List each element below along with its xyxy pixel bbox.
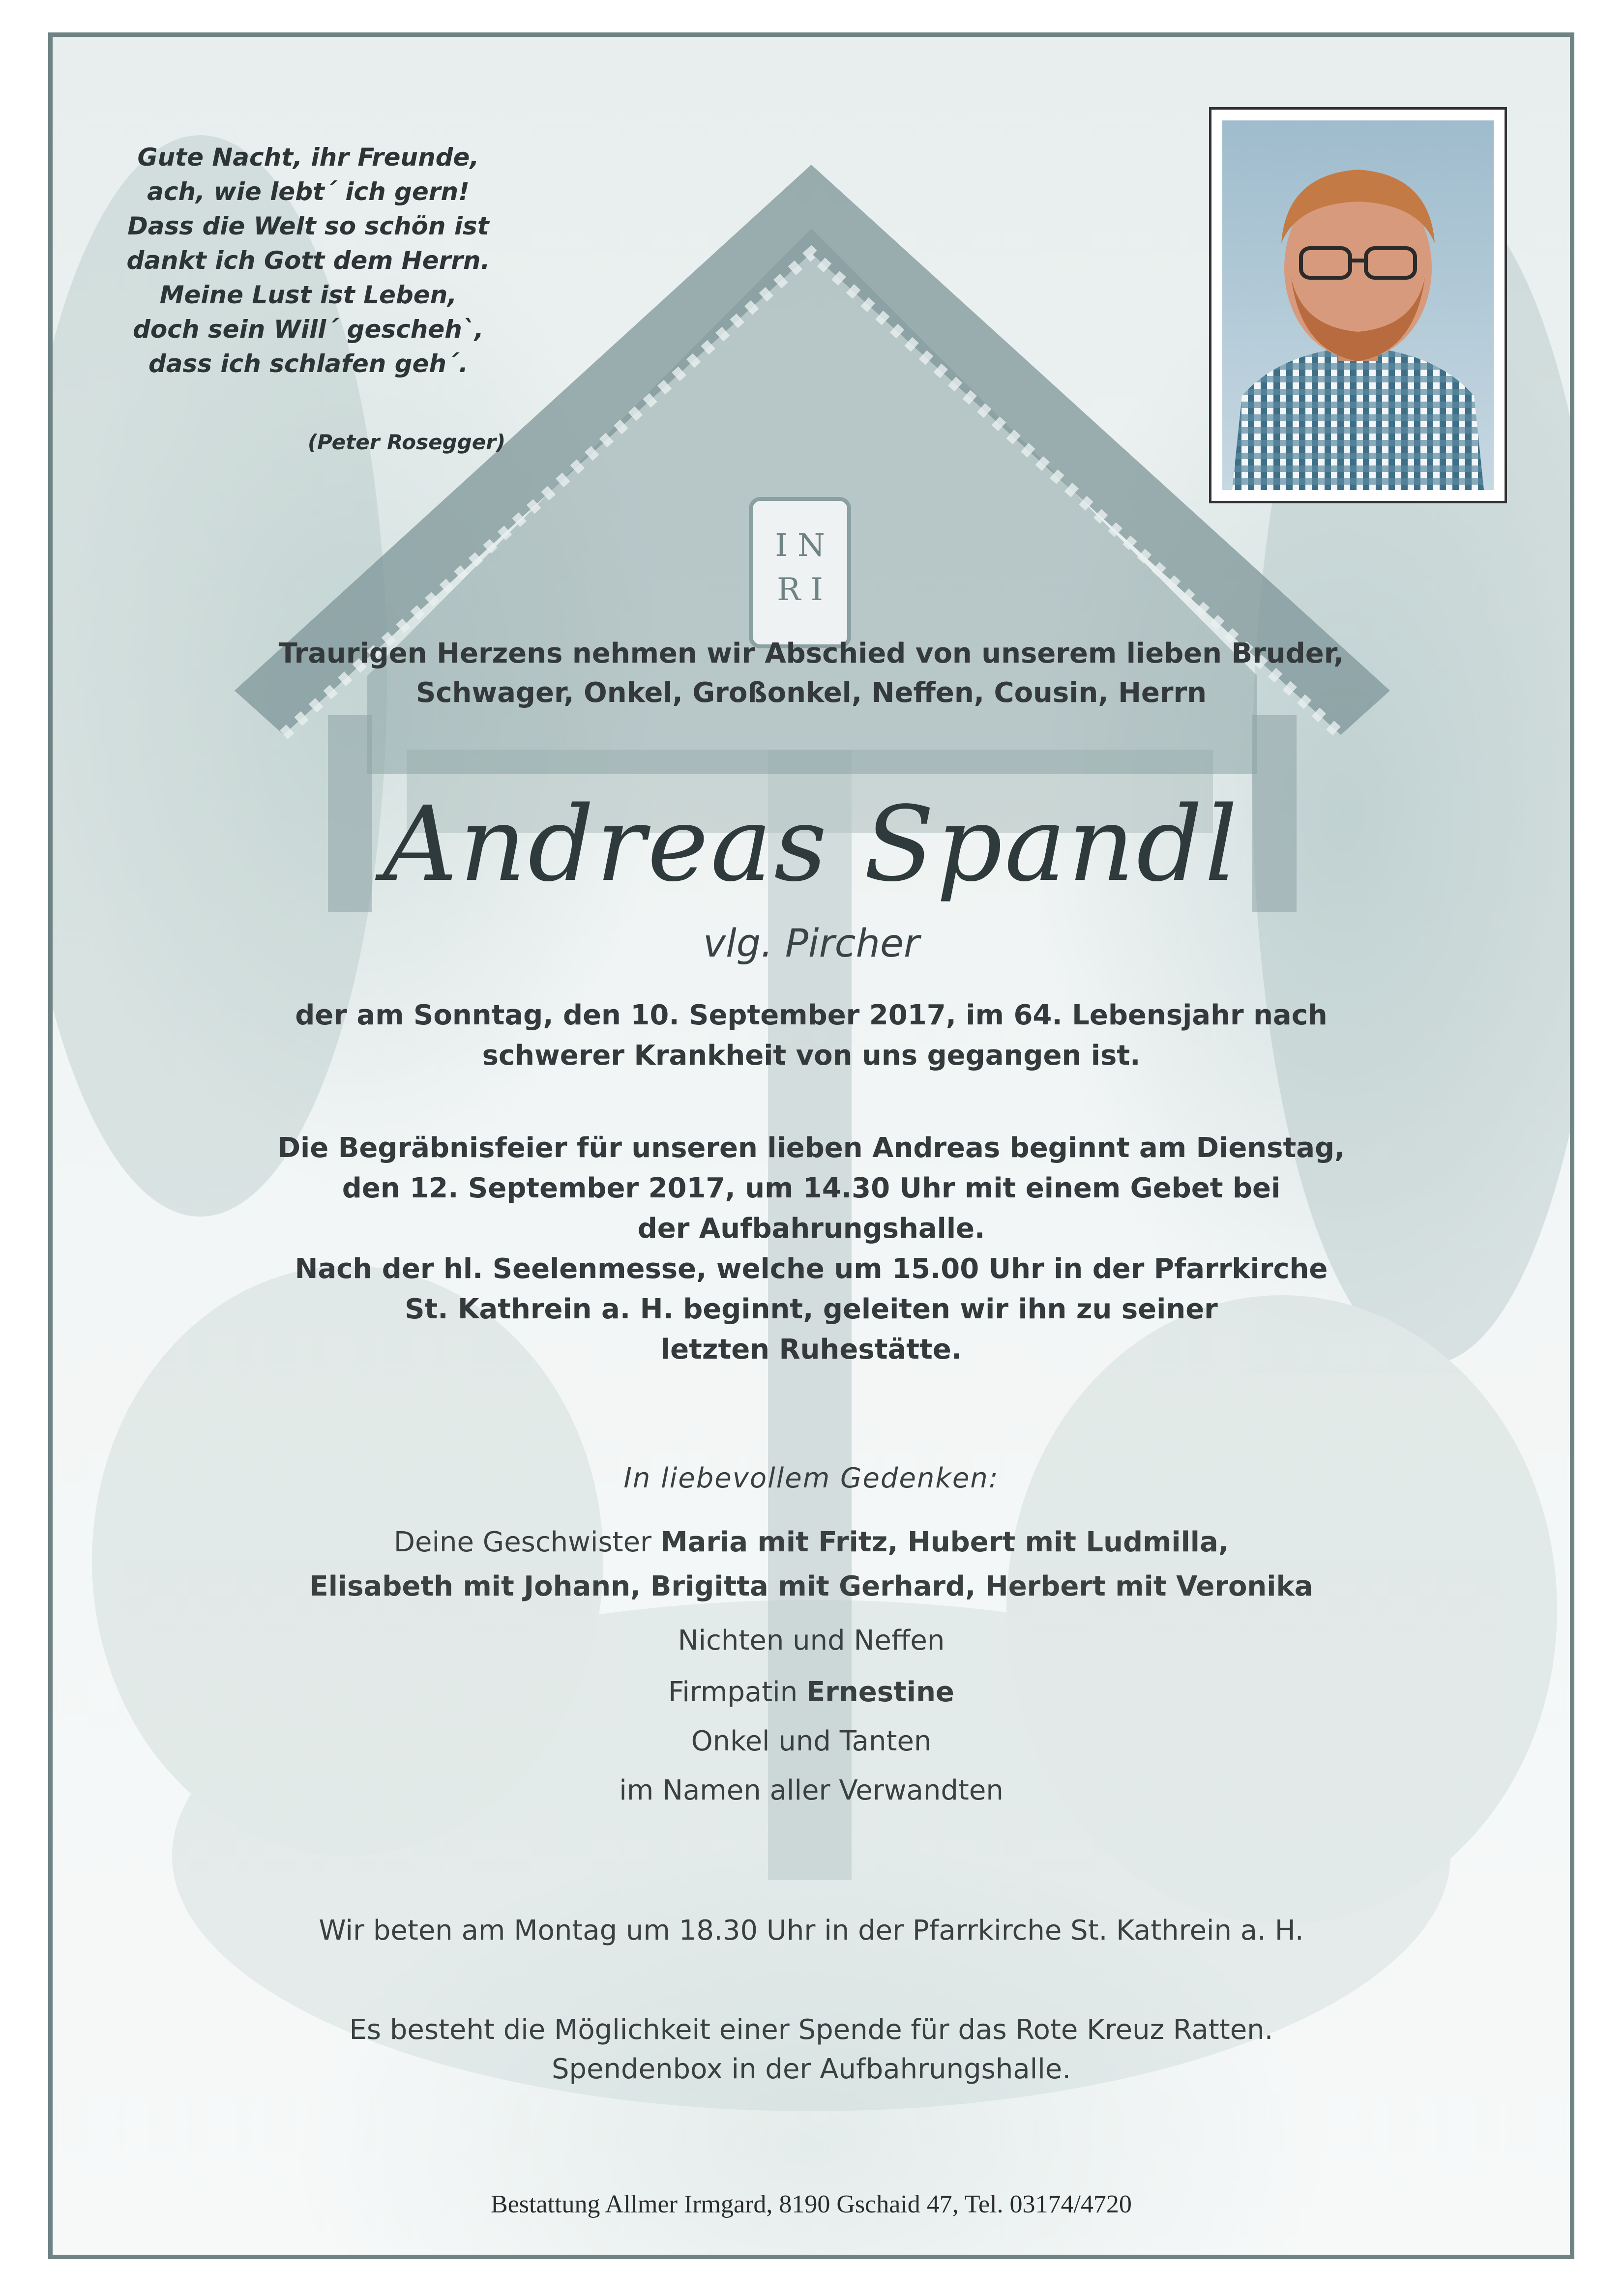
- poem-line: Gute Nacht, ihr Freunde,: [137, 143, 479, 172]
- funeral-line: der Aufbahrungshalle.: [637, 1213, 985, 1245]
- funeral-line: den 12. September 2017, um 14.30 Uhr mit einem Gebet bei: [342, 1172, 1281, 1204]
- funeral-line: Die Begräbnisfeier für unseren lieben Andreas beginnt am Dienstag,: [277, 1132, 1345, 1164]
- siblings-names-1: Maria mit Fritz, Hubert mit Ludmilla,: [660, 1526, 1229, 1558]
- poem-line: doch sein Will´ gescheh`,: [133, 315, 484, 344]
- deceased-name: Andreas Spandl: [383, 784, 1240, 904]
- funeral-notice: [53, 1128, 1570, 1370]
- prayer-notice: Wir beten am Montag um 18.30 Uhr in der Pfarrkirche St. Kathrein a. H.: [319, 1915, 1304, 1947]
- relatives-line: im Namen aller Verwandten: [619, 1774, 1004, 1806]
- poem-line: ach, wie lebt´ ich gern!: [147, 177, 470, 206]
- deceased-alias: vlg. Pircher: [703, 922, 920, 966]
- death-line: der am Sonntag, den 10. September 2017, im 64. Lebensjahr nach: [295, 999, 1328, 1031]
- funeral-line: St. Kathrein a. H. beginnt, geleiten wir ihn zu seiner: [405, 1293, 1218, 1325]
- intro-line: Traurigen Herzens nehmen wir Abschied von unserem lieben Bruder,: [278, 638, 1344, 669]
- siblings-line-1: [53, 1526, 1570, 1558]
- uncles-line: Onkel und Tanten: [691, 1725, 932, 1757]
- poem-author: (Peter Rosegger): [307, 430, 506, 454]
- inri-line-1: I N: [775, 527, 825, 564]
- poem-line: dass ich schlafen geh´.: [148, 349, 469, 378]
- nephews-line: Nichten und Neffen: [678, 1625, 945, 1657]
- donation-line: Es besteht die Möglichkeit einer Spende für das Rote Kreuz Ratten.: [349, 2014, 1273, 2046]
- donation-notice: [53, 2010, 1570, 2089]
- intro-line: Schwager, Onkel, Großonkel, Neffen, Cousin, Herrn: [415, 677, 1207, 709]
- poem-line: dankt ich Gott dem Herrn.: [126, 246, 490, 275]
- siblings-prefix: Deine Geschwister: [393, 1526, 652, 1558]
- inri-text: [751, 523, 849, 612]
- donation-line: Spendenbox in der Aufbahrungshalle.: [551, 2053, 1071, 2085]
- godparent-line: [53, 1676, 1570, 1708]
- siblings-line-2: Elisabeth mit Johann, Brigitta mit Gerhard, Herbert mit Veronika: [309, 1570, 1313, 1602]
- funeral-line: Nach der hl. Seelenmesse, welche um 15.00 Uhr in der Pfarrkirche: [295, 1253, 1328, 1285]
- death-line: schwerer Krankheit von uns gegangen ist.: [482, 1040, 1141, 1072]
- mourners-heading: In liebevollem Gedenken:: [623, 1462, 999, 1494]
- death-notice: [53, 995, 1570, 1076]
- funeral-home-footer: Bestattung Allmer Irmgard, 8190 Gschaid 47, Tel. 03174/4720: [491, 2190, 1132, 2218]
- portrait-frame: [1209, 107, 1507, 503]
- poem-line: Dass die Welt so schön ist: [127, 212, 489, 240]
- inri-line-2: R I: [777, 572, 823, 608]
- funeral-line: letzten Ruhestätte.: [660, 1334, 962, 1366]
- intro: [53, 634, 1570, 713]
- card-frame: [48, 32, 1574, 2259]
- godparent-prefix: Firmpatin: [668, 1676, 798, 1708]
- poem-line: Meine Lust ist Leben,: [159, 281, 457, 309]
- godparent-name: Ernestine: [806, 1676, 954, 1708]
- portrait-photo: [1222, 120, 1494, 490]
- poem: [82, 140, 534, 381]
- portrait-figure: [1222, 120, 1494, 490]
